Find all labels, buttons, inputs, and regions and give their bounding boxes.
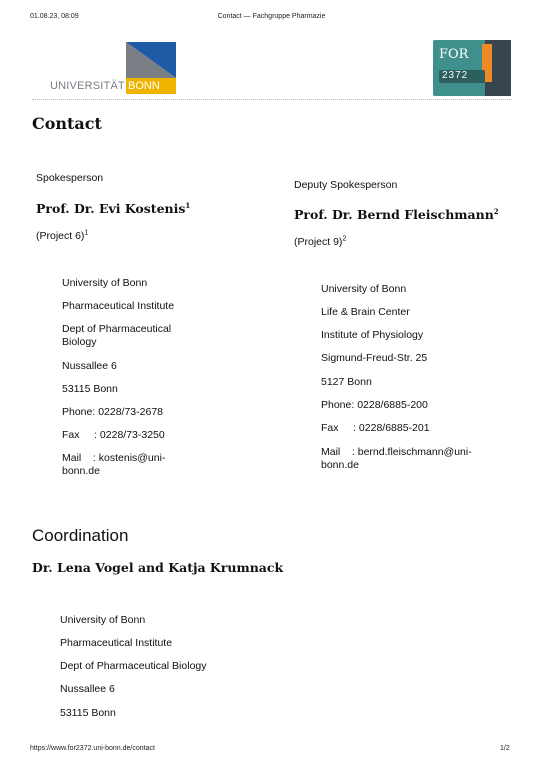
spokesperson-institute: Pharmaceutical Institute (62, 300, 175, 312)
deputy-project-sup: 2 (342, 235, 347, 243)
deputy-name (294, 207, 499, 222)
deputy-center: Life & Brain Center (321, 306, 410, 318)
spokesperson-project (36, 230, 88, 242)
print-page-number: 1/2 (500, 745, 510, 752)
coordination-institute: Pharmaceutical Institute (60, 637, 173, 649)
coordination-street: Nussallee 6 (60, 683, 115, 695)
deputy-name-text: Prof. Dr. Bernd Fleischmann (294, 207, 494, 222)
logo-university-text: UNIVERSITÄT (50, 80, 125, 92)
spokesperson-role: Spokesperson (36, 172, 104, 184)
deputy-fax: Fax : 0228/6885-201 (321, 422, 430, 434)
header-divider (32, 99, 512, 100)
coordination-heading: Coordination (32, 526, 129, 545)
deputy-institute: Institute of Physiology (321, 329, 424, 341)
coordination-city: 53115 Bonn (60, 707, 116, 719)
spokesperson-name (36, 201, 190, 216)
deputy-street: Sigmund-Freud-Str. 25 (321, 352, 428, 364)
spokesperson-city: 53115 Bonn (62, 383, 118, 395)
university-bonn-logo[interactable] (50, 42, 176, 94)
coordination-department: Dept of Pharmaceutical Biology (60, 660, 207, 672)
spokesperson-department: Dept of Pharmaceutical (62, 323, 172, 335)
print-title: Contact — Fachgruppe Pharmazie (217, 13, 326, 20)
coordination-names: Dr. Lena Vogel and Katja Krumnack (32, 560, 284, 575)
deputy-city: 5127 Bonn (321, 376, 372, 388)
deputy-role: Deputy Spokesperson (294, 179, 398, 191)
spokesperson-name-text: Prof. Dr. Evi Kostenis (36, 201, 186, 216)
print-url[interactable]: https://www.for2372.uni-bonn.de/contact (30, 745, 155, 752)
spokesperson-mail-cont[interactable]: bonn.de (62, 465, 100, 477)
deputy-project (294, 236, 346, 248)
coordination-institution: University of Bonn (60, 614, 146, 626)
spokesperson-department-cont: Biology (62, 336, 97, 348)
print-datetime: 01.08.23, 08:09 (30, 13, 79, 20)
spokesperson-name-sup: 1 (185, 200, 191, 210)
deputy-name-sup: 2 (493, 206, 499, 216)
spokesperson-institution: University of Bonn (62, 277, 148, 289)
spokesperson-phone: Phone: 0228/73-2678 (62, 406, 164, 418)
deputy-mail[interactable]: Mail : bernd.fleischmann@uni- (321, 446, 472, 458)
for2372-logo[interactable] (433, 40, 511, 96)
spokesperson-project-text: (Project 6) (36, 230, 85, 242)
page-title: Contact (32, 114, 102, 133)
for-logo-number: 2372 (442, 70, 469, 81)
deputy-mail-cont[interactable]: bonn.de (321, 459, 359, 471)
deputy-phone: Phone: 0228/6885-200 (321, 399, 428, 411)
for-logo-top-text: FOR (439, 47, 469, 62)
deputy-project-text: (Project 9) (294, 236, 343, 248)
spokesperson-project-sup: 1 (84, 229, 89, 237)
logo-bonn-text: BONN (128, 80, 160, 92)
deputy-institution: University of Bonn (321, 283, 407, 295)
spokesperson-street: Nussallee 6 (62, 360, 117, 372)
spokesperson-mail[interactable]: Mail : kostenis@uni- (62, 452, 166, 464)
spokesperson-fax: Fax : 0228/73-3250 (62, 429, 165, 441)
